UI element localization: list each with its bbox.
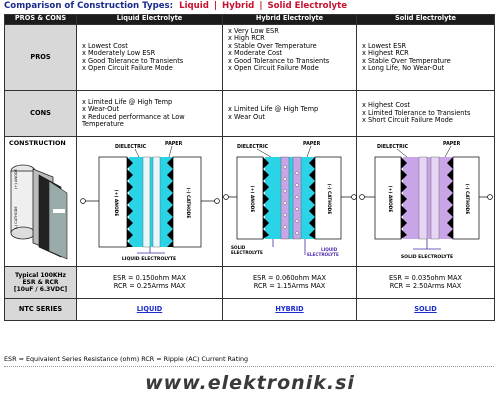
- solid-electrolyte-label: SOLID ELECTROLYTE: [400, 255, 454, 260]
- pros-hybrid-item: x Stable Over Temperature: [228, 41, 317, 50]
- hybrid-solid-line2: ELECTROLYTE: [231, 250, 263, 255]
- esr-label-line: [10uF / 6.3VDC]: [13, 286, 68, 293]
- watermark: www.elektronik.si: [145, 372, 355, 394]
- cons-liquid-item: x Limited Life @ High Temp: [82, 97, 173, 106]
- hybrid-solid-line1: SOLID: [231, 245, 246, 250]
- esr-solid: [357, 267, 495, 299]
- esr-label-line: ESR & RCR: [22, 279, 59, 286]
- pros-liquid-item: x Lowest Cost: [82, 41, 128, 50]
- ntc-solid-cell: [357, 299, 495, 321]
- title-solid: Solid Electrolyte: [267, 1, 348, 11]
- cons-liquid-item: x Wear-Out: [82, 105, 120, 114]
- cons-hybrid-item: x Wear Out: [228, 112, 265, 121]
- esr-liquid-value: ESR = 0.150ohm MAX: [113, 274, 186, 283]
- liquid-anode-label: (+) ANODE: [113, 189, 118, 217]
- esr-solid-value: ESR = 0.035ohm MAX: [389, 274, 462, 283]
- cylinder-cathode-text: (-) CATHODE: [14, 206, 18, 229]
- cons-row: [5, 91, 495, 137]
- header-pros-cons: PROS & CONS: [5, 15, 77, 25]
- hybrid-cathode-label: (-) CATHODE: [326, 183, 331, 215]
- cons-solid-item: x Highest Cost: [362, 101, 410, 110]
- pros-hybrid-item: x Good Tolerance to Transients: [228, 56, 330, 65]
- footnote: ESR = Equivalent Series Resistance (ohm) RCR = Ripple (AC) Current Rating: [4, 355, 249, 363]
- ntc-solid-link[interactable]: SOLID: [414, 304, 437, 313]
- pros-label: PROS: [5, 25, 77, 91]
- solid-cathode-label: (-) CATHODE: [464, 183, 469, 215]
- pros-hybrid-item: x Very Low ESR: [228, 27, 279, 35]
- title-prefix: Comparison of Construction Types:: [4, 1, 174, 11]
- hybrid-dielectric-label: DIELECTRIC: [237, 145, 269, 150]
- rcr-hybrid-value: RCR = 1.15Arms MAX: [253, 281, 326, 290]
- pros-liquid: [77, 25, 223, 91]
- cons-liquid-item: x Reduced performance at Low Temperature: [82, 112, 185, 128]
- title-liquid: Liquid: [179, 1, 209, 11]
- pros-liquid-item: x Good Tolerance to Transients: [82, 56, 184, 65]
- esr-liquid: [77, 267, 223, 299]
- pros-liquid-item: x Moderately Low ESR: [82, 49, 156, 58]
- ntc-liquid-cell: [77, 299, 223, 321]
- hybrid-construction-diagram: [223, 137, 357, 265]
- rcr-solid-value: RCR = 2.50Arms MAX: [389, 281, 462, 290]
- solid-anode-label: (+) ANODE: [387, 185, 392, 213]
- pros-solid-item: x Highest RCR: [362, 49, 409, 58]
- pros-hybrid-item: x High RCR: [228, 34, 265, 43]
- pros-solid-item: x Stable Over Temperature: [362, 56, 451, 65]
- liquid-construction-diagram: [77, 137, 223, 265]
- comparison-table: [4, 14, 495, 321]
- hybrid-liquid-line1: LIQUID: [321, 247, 338, 252]
- esr-row: [5, 267, 495, 299]
- liquid-dielectric-label: DIELECTRIC: [115, 145, 147, 150]
- cons-liquid: [77, 91, 223, 137]
- hybrid-anode-label: (+) ANODE: [249, 185, 254, 213]
- cons-hybrid: [223, 91, 357, 137]
- esr-hybrid: [223, 267, 357, 299]
- liquid-paper-label: PAPER: [165, 142, 183, 147]
- header-liquid: Liquid Electrolyte: [77, 15, 223, 25]
- pros-liquid-item: x Open Circuit Failure Mode: [82, 63, 173, 72]
- construction-label-cell: [5, 137, 77, 267]
- rcr-liquid-value: RCR = 0.25Arms MAX: [113, 281, 186, 290]
- ntc-liquid-link[interactable]: LIQUID: [136, 304, 163, 313]
- cylinder-diagram: [5, 137, 75, 261]
- page-title: Comparison of Construction Types: Liquid | Hybrid | Solid Electrolyte: [4, 1, 348, 11]
- solid-construction-diagram: [357, 137, 495, 265]
- pros-hybrid-item: x Moderate Cost: [228, 49, 283, 58]
- ntc-hybrid-link[interactable]: HYBRID: [275, 304, 304, 313]
- cons-solid-item: x Limited Tolerance to Transients: [362, 108, 471, 117]
- header-hybrid: Hybrid Electrolyte: [223, 15, 357, 25]
- cons-label: CONS: [5, 91, 77, 137]
- pros-solid-item: x Long Life, No Wear-Out: [362, 63, 445, 72]
- construction-solid: [357, 137, 495, 267]
- cons-solid: [357, 91, 495, 137]
- ntc-label: NTC SERIES: [5, 299, 77, 321]
- pros-solid-item: x Lowest ESR: [362, 41, 407, 50]
- esr-label: [5, 267, 77, 299]
- ntc-hybrid-cell: [223, 299, 357, 321]
- pros-hybrid-item: x Open Circuit Failure Mode: [228, 64, 319, 73]
- cons-hybrid-item: x Limited Life @ High Temp: [228, 105, 319, 114]
- cons-solid-item: x Short Circuit Failure Mode: [362, 116, 453, 125]
- esr-hybrid-value: ESR = 0.060ohm MAX: [253, 274, 326, 283]
- construction-liquid: [77, 137, 223, 267]
- solid-paper-label: PAPER: [443, 142, 461, 147]
- hybrid-liquid-electrolyte-label: [307, 247, 339, 257]
- liquid-electrolyte-label: LIQUID ELECTROLYTE: [121, 257, 177, 262]
- construction-hybrid: [223, 137, 357, 267]
- title-hybrid: Hybrid: [222, 1, 255, 11]
- ntc-row: [5, 299, 495, 321]
- hybrid-solid-electrolyte-label: [231, 245, 263, 255]
- pros-row: [5, 25, 495, 91]
- header-solid: Solid Electrolyte: [357, 15, 495, 25]
- hybrid-paper-label: PAPER: [303, 142, 321, 147]
- pros-hybrid: [223, 25, 357, 91]
- cylinder-anode-text: (+) ANODE: [14, 169, 18, 189]
- divider: [4, 366, 494, 367]
- liquid-cathode-label: (-) CATHODE: [185, 187, 190, 219]
- header-row: [5, 15, 495, 25]
- pros-solid: [357, 25, 495, 91]
- construction-label: CONSTRUCTION: [9, 139, 66, 147]
- solid-dielectric-label: DIELECTRIC: [377, 145, 409, 150]
- construction-row: [5, 137, 495, 267]
- hybrid-liquid-line2: ELECTROLYTE: [307, 252, 339, 257]
- esr-label-line: Typical 100KHz: [14, 272, 67, 279]
